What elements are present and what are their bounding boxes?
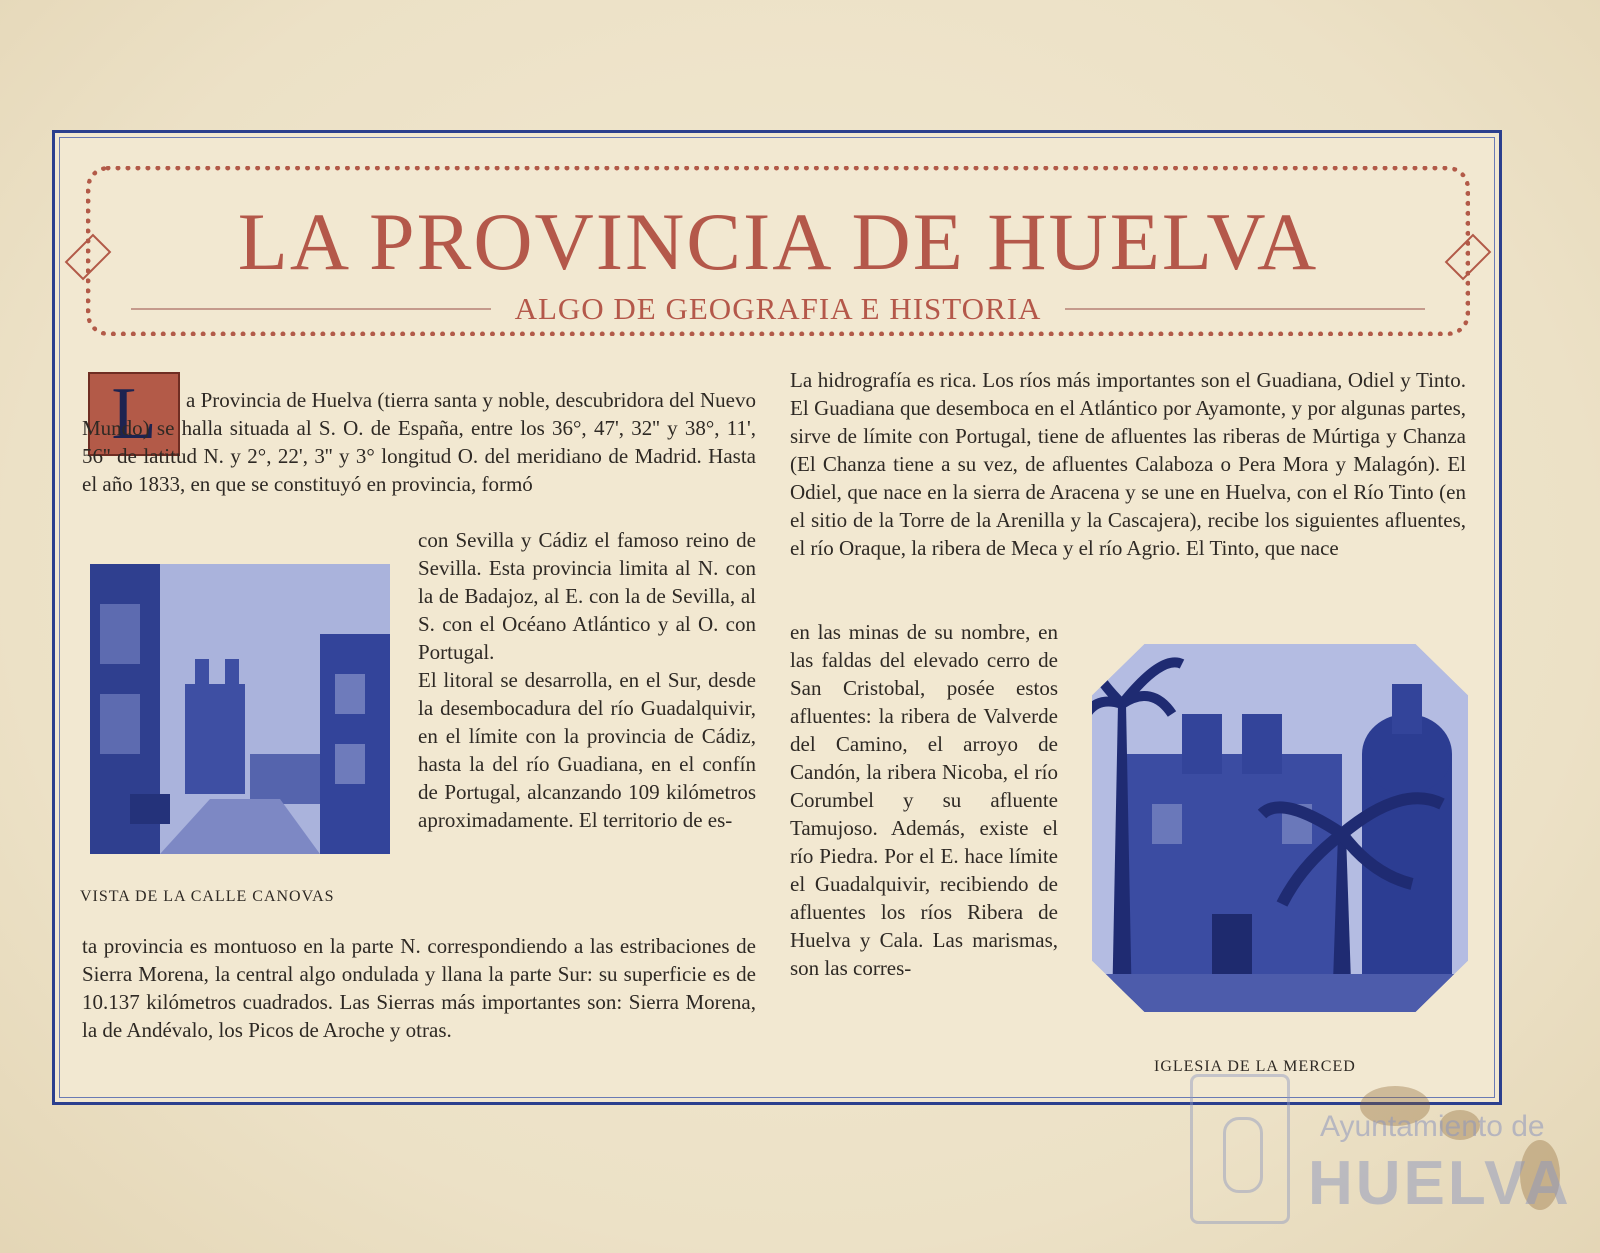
title-cartouche xyxy=(86,166,1470,336)
subtitle-rule-right xyxy=(1065,308,1425,310)
archive-watermark xyxy=(1190,1070,1590,1230)
right-top-block xyxy=(790,366,1466,618)
caption-iglesia-merced: IGLESIA DE LA MERCED xyxy=(1154,1058,1356,1075)
page-subtitle: ALGO DE GEOGRAFIA E HISTORIA xyxy=(514,291,1042,326)
coat-of-arms-icon xyxy=(1190,1074,1290,1224)
left-bottom-block xyxy=(82,932,756,1072)
subtitle-rule-left xyxy=(131,308,491,310)
watermark-line-1: Ayuntamiento de xyxy=(1320,1110,1545,1143)
left-paragraph-2: El litoral se desarrolla, en el Sur, desde la desembocadura del río Guadalquivir, en el límite con la provincia de Cádiz, hasta la del río Guadiana, en el confín de Portugal, alcanzando 109 kilómetros aproximadamente. El territorio de es- xyxy=(418,668,756,832)
watermark-line-2: HUELVA xyxy=(1308,1149,1572,1218)
subtitle-row xyxy=(131,291,1425,327)
page-title: LA PROVINCIA DE HUELVA xyxy=(237,196,1319,287)
left-paragraph-1-full: a Provincia de Huelva (tierra santa y noble, descubridora del Nuevo Mundo) se halla situada al S. O. de España, entre los 36°, 47', 32'' y 38°, 11', 56'' de latitud N. y 2°, 22', 3'' y 3° longitud O. del meridiano de Madrid. Hasta el año 1833, en que se constituyó en provincia, formó xyxy=(82,388,756,496)
right-paragraph-1-continued: en las minas de su nombre, en las faldas del elevado cerro de San Cristobal, posée estos afluentes: la ribera de Valverde del Camino, el arroyo de Candón, la ribera Nicoba, el río Corumbel y su afluente Tamujoso. Además, existe el río Piedra. Por el E. hace límite el Guadalquivir, recibiendo de afluentes los ríos Ribera de Huelva y Cala. Las marismas, son las corres- xyxy=(790,620,1058,980)
caption-calle-canovas: VISTA DE LA CALLE CANOVAS xyxy=(80,888,335,905)
right-paragraph-1: La hidrografía es rica. Los ríos más importantes son el Guadiana, Odiel y Tinto. El Guadiana que desemboca en el Atlántico por Ayamonte, y por algunas partes, sirve de límite con Portugal, tiene de afluentes las riberas de Múrtiga y Chanza (El Chanza tiene a su vez, de afluentes Calaboza o Pera Mora y Malagón). El Odiel, que nace en la sierra de Aracena y se une en Huelva, con el Río Tinto (en el sitio de la Torre de la Arenilla y la Cascajera), recibe los siguientes afluentes, el río Oraque, la ribera de Meca y el río Agrio. El Tinto, que nace xyxy=(790,368,1466,560)
photo-iglesia-merced xyxy=(1092,644,1468,1012)
church-photo-image xyxy=(1092,644,1468,1012)
left-paragraph-2-continued: ta provincia es montuoso en la parte N. correspondiendo a las estribaciones de Sierra Morena, la central algo ondulada y llana la parte Sur: su superficie es de 10.137 kilómetros cuadrados. Las Sierras más importantes son: Sierra Morena, la de Andévalo, los Picos de Aroche y otras. xyxy=(82,934,756,1042)
photo-calle-canovas xyxy=(90,564,390,854)
street-photo-image xyxy=(90,564,390,854)
right-side-column xyxy=(790,618,1058,1076)
left-side-column xyxy=(418,526,756,918)
drop-cap: L xyxy=(88,372,180,456)
left-paragraph-1-continued: con Sevilla y Cádiz el famoso reino de Sevilla. Esta provincia limita al N. con la de Badajoz, al E. con la de Sevilla, al S. con el Océano Atlántico y al O. con Portugal. xyxy=(418,528,756,664)
